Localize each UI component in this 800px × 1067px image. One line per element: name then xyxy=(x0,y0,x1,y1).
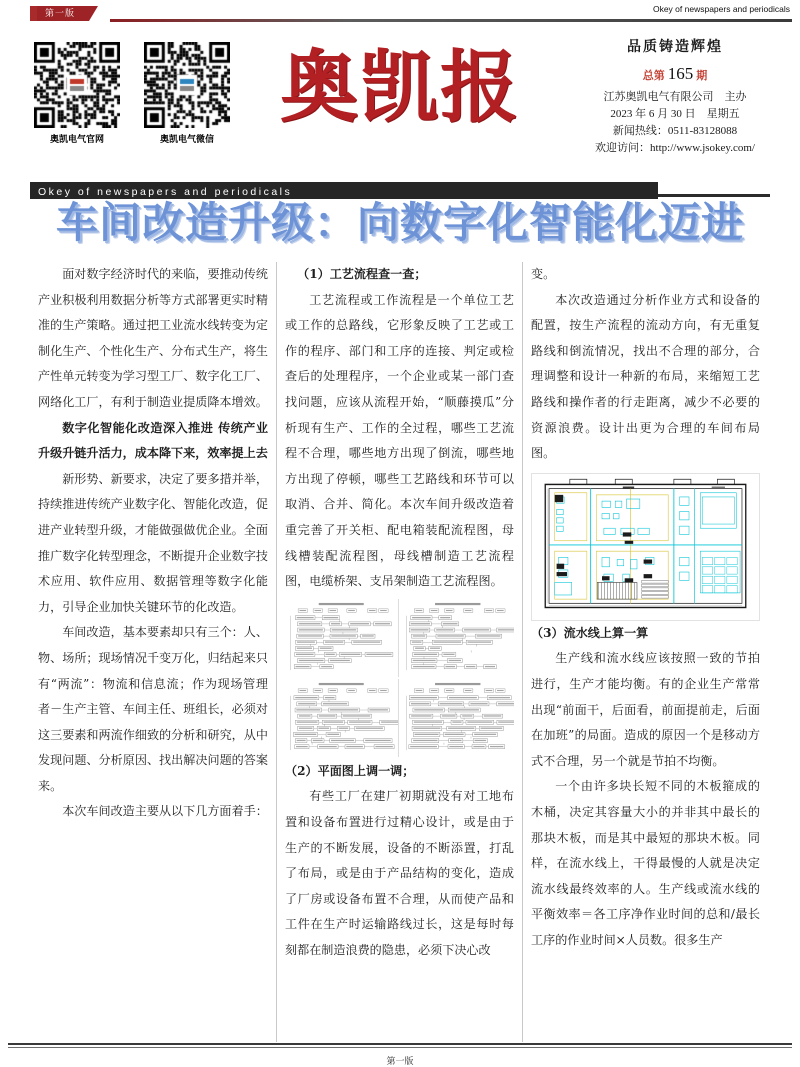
article-paragraph: 生产线和流水线应该按照一致的节拍进行，生产才能均衡。有的企业生产常常出现“前面干，后面看，前面提前走，后面在加班”的局面。造成的原因一个是移动方式不合理，另一个就是节拍不均衡。 xyxy=(531,651,760,768)
newspaper-page xyxy=(0,4,800,1067)
issue-number: 165 xyxy=(667,64,694,83)
paper-title: 奥凯报 xyxy=(279,42,520,133)
page-title: 车间改造升级：向数字化智能化迈进 xyxy=(55,198,744,247)
footer-rule-thin xyxy=(8,1047,792,1048)
qr-label-website: 奥凯电气官网 xyxy=(49,134,104,144)
tab-tail-shape xyxy=(89,6,98,21)
tab-accent-bar xyxy=(30,6,37,21)
masthead-info xyxy=(562,36,788,157)
flowchart-thumbnails xyxy=(285,599,514,757)
article-paragraph: 本次车间改造主要从以下几方面着手： xyxy=(62,804,268,819)
flowchart-thumbnail xyxy=(285,599,399,677)
column-1 xyxy=(30,262,276,1042)
article-columns xyxy=(30,262,770,1042)
footer-page-label: 第一版 xyxy=(386,1056,414,1066)
masthead xyxy=(0,32,800,198)
qr-item-wechat[interactable] xyxy=(144,42,230,145)
article-paragraph: 面对数字经济时代的来临，要推动传统产业积极利用数据分析等方式部署更实时精准的生产策略。通过把工业流水线转变为定制化生产、个性化生产、分布式生产，将生产性单元转变为学习型工厂、数字化工厂、网络化工厂，有利于制造业提质降本增效。 xyxy=(38,267,268,409)
footer-rule xyxy=(8,1043,792,1045)
hotline-line: 新闻热线：0511-83128088 xyxy=(612,125,738,137)
qr-code-group xyxy=(34,42,230,145)
column-3 xyxy=(522,262,768,1042)
page-tab[interactable] xyxy=(30,6,98,21)
column-2 xyxy=(276,262,522,1042)
article-paragraph: 一个由许多块长短不同的木板箍成的木桶，决定其容量大小的并非其中最长的那块木板，而是其中最短的那块木板。同样，在流水线上，干得最慢的人就是决定流水线最终效率的人。生产线或流水线的平衡效率＝各工序净作业时间的总和/最长工序的作业时间×人员数。很多生产 xyxy=(531,779,760,947)
tab-label: 第一版 xyxy=(37,6,89,21)
article-subheading: 数字化智能化改造深入推进 传统产业升级升链升活力，成本降下来，效率提上去 xyxy=(38,420,268,461)
flowchart-thumbnail xyxy=(401,599,515,677)
top-divider-rule xyxy=(110,19,792,22)
article-paragraph: 工艺流程或工作流程是一个单位工艺或工作的总路线，它形象反映了工艺或工作的程序、部门和工序的连接、判定或检查后的处理程序，一个企业或某一部门查找问题，应该从流程开始，“顺藤摸瓜”分析现有生产、工作的全过程，哪些工艺流程不合理，哪些地方出现了倒流，哪些地方出现了停顿，哪些工艺路线和环节可以取消、合并、简化。本次车间升级改造着重完善了开关柜、配电箱装配流程图，母线槽装配流程图，母线槽制造工艺流程图，电缆桥架、支吊架制造工艺流程图。 xyxy=(285,292,514,589)
banner-text: Okey of newspapers and periodicals xyxy=(38,186,293,198)
top-bar xyxy=(0,4,800,26)
topbar-english-label: Okey of newspapers and periodicals xyxy=(652,4,790,14)
article-paragraph: 新形势、新要求，决定了要多措并举，持续推进传统产业数字化、智能化改造，促进产业转型升级，才能做强做优企业。全面推广数字化转型理念，不断提升企业数字技术应用、软件应用、数据管理等数字化能力，引导企业加快关键环节的化改造。 xyxy=(38,471,268,614)
article-paragraph: 车间改造，基本要素却只有三个：人、物、场所；现场情况千变万化，归结起来只有“两流”：物流和信息流；作为现场管理者－生产主管、车间主任、班组长，必须对这三要素和两流作细致的分析和研究，从中发现问题、分析原因、找出解决问题的答案来。 xyxy=(38,625,268,793)
qr-item-website[interactable] xyxy=(34,42,120,145)
figure-caption: （3）流水线上算一算 xyxy=(531,625,649,640)
article-paragraph: 变。 xyxy=(531,267,556,281)
publisher-line: 江苏奥凯电气有限公司 主办 xyxy=(603,91,747,103)
flowchart-thumbnail xyxy=(285,679,399,757)
flowchart-thumbnail xyxy=(401,679,515,757)
qr-code-icon[interactable] xyxy=(144,42,230,128)
issue-prefix: 总第 xyxy=(642,70,665,82)
slogan: 品质铸造辉煌 xyxy=(627,39,723,55)
figure-caption: （2）平面图上调一调； xyxy=(285,763,415,778)
website-line[interactable]: 欢迎访问：http://www.jsokey.com/ xyxy=(595,142,755,154)
article-paragraph: 有些工厂在建厂初期就没有对工地布置和设备布置进行过精心设计，或是由于生产的不断发展，设备的不断添置，打乱了布局，或是由于产品结构的变化，造成了厂房或设备布置不合理，从而使产品和工件在生产时运输路线过长，这是每时每刻都在制造浪费的隐患，必须下决心改 xyxy=(285,789,514,957)
qr-code-icon[interactable] xyxy=(34,42,120,128)
section-heading: （1）工艺流程查一查； xyxy=(297,267,427,281)
date-line: 2023 年 6 月 30 日 星期五 xyxy=(610,108,740,120)
workshop-floor-plan xyxy=(531,473,760,621)
issue-suffix: 期 xyxy=(696,70,708,82)
qr-label-wechat: 奥凯电气微信 xyxy=(159,134,214,144)
issue-line xyxy=(562,64,788,84)
article-paragraph: 本次改造通过分析作业方式和设备的配置，按生产流程的流动方向，有无重复路线和倒流情况，找出不合理的部分，合理调整和设计一种新的布局，来缩短工艺路线和操作者的行走距离，减少不必要的资源浪费。设计出更为合理的车间布局图。 xyxy=(531,292,760,461)
